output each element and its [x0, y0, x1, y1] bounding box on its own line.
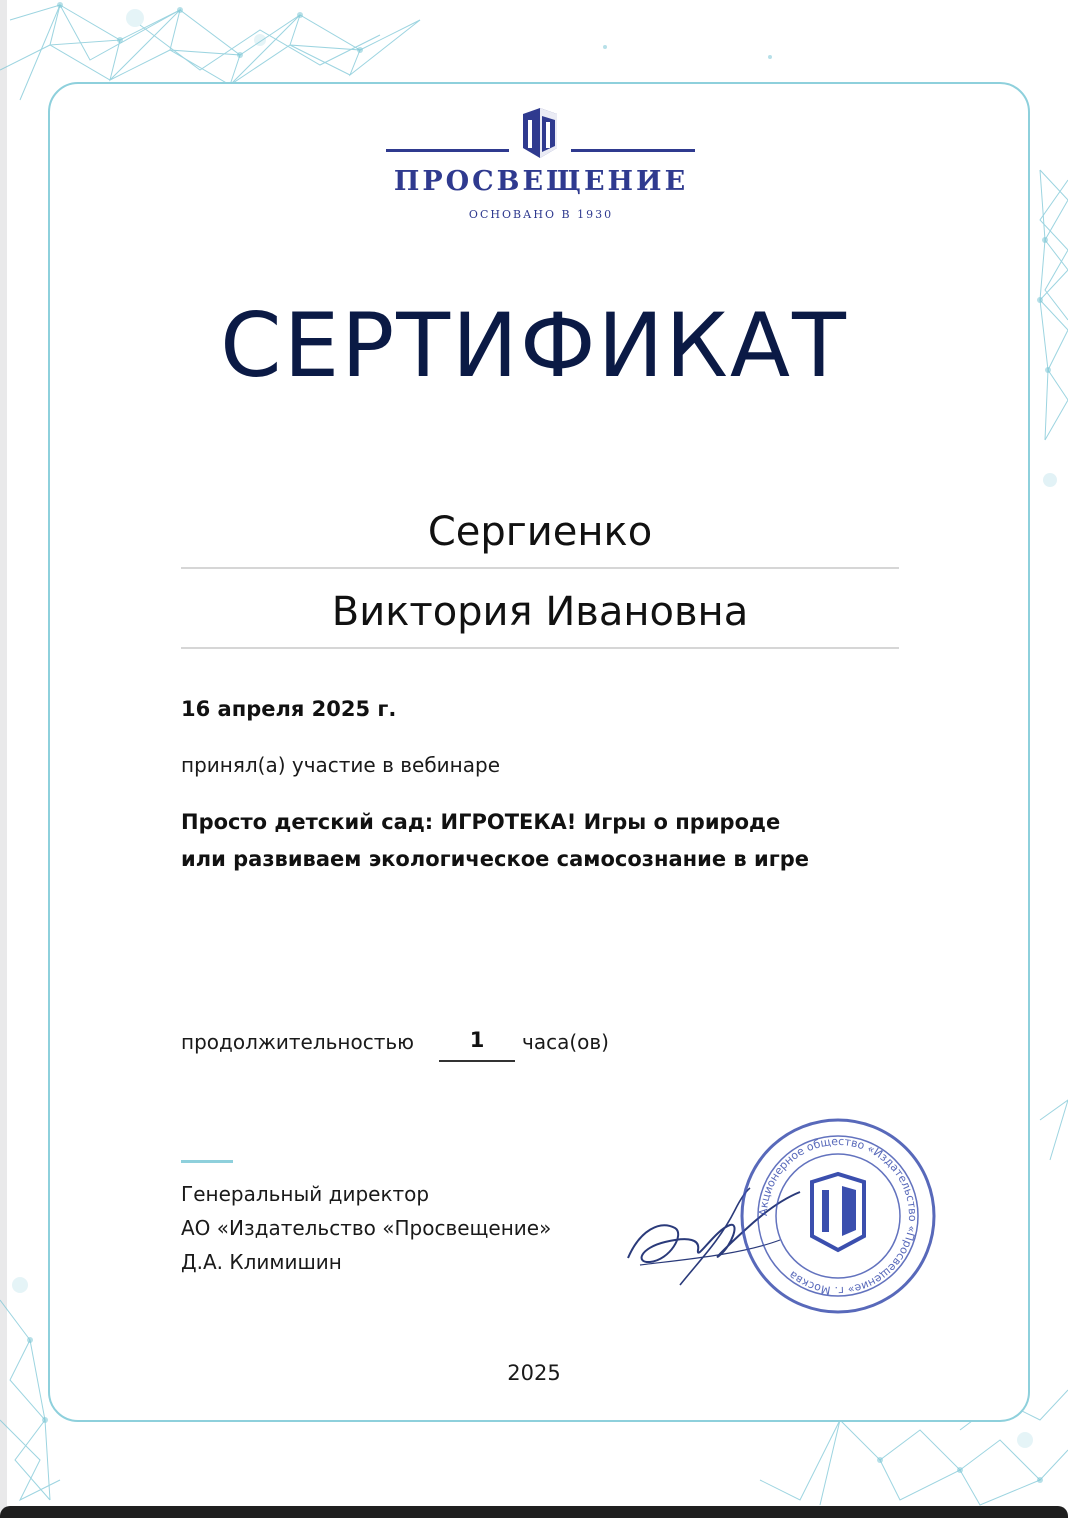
event-date: 16 апреля 2025 г.	[181, 697, 397, 721]
surname-underline	[181, 567, 899, 569]
duration-unit: часа(ов)	[522, 1030, 609, 1054]
recipient-surname: Сергиенко	[427, 509, 653, 555]
given-names-underline	[181, 647, 899, 649]
duration-value: 1	[439, 1028, 515, 1062]
footer-year: 2025	[507, 1361, 561, 1385]
signatory-organization: АО «Издательство «Просвещение»	[181, 1216, 552, 1240]
publisher-founded: ОСНОВАНО В 1930	[468, 208, 614, 221]
signatory-position: Генеральный директор	[181, 1182, 430, 1206]
viewer-bottom-bar	[0, 1506, 1068, 1518]
webinar-title-line-1: Просто детский сад: ИГРОТЕКА! Игры о природе	[181, 810, 781, 834]
duration-label: продолжительностью	[181, 1030, 414, 1054]
logo-rule-right	[571, 149, 695, 152]
official-seal	[738, 1116, 938, 1316]
participation-text: принял(а) участие в вебинаре	[181, 753, 500, 777]
publisher-emblem-icon	[521, 108, 559, 158]
signatory-accent-line	[181, 1160, 233, 1163]
signatory-name: Д.А. Климишин	[181, 1250, 342, 1274]
seal-emblem-icon	[812, 1174, 864, 1250]
recipient-given-names: Виктория Ивановна	[331, 589, 749, 635]
webinar-title	[181, 804, 809, 878]
publisher-logo	[386, 108, 696, 228]
publisher-name: ПРОСВЕЩЕНИЕ	[393, 166, 689, 197]
webinar-title-line-2: или развиваем экологическое самосознание в игре	[181, 847, 809, 871]
logo-rule-left	[386, 149, 509, 152]
seal-text: Акционерное общество «Издательство «Просвещение» г. Москва	[756, 1134, 920, 1298]
certificate-title: СЕРТИФИКАТ	[220, 294, 848, 397]
